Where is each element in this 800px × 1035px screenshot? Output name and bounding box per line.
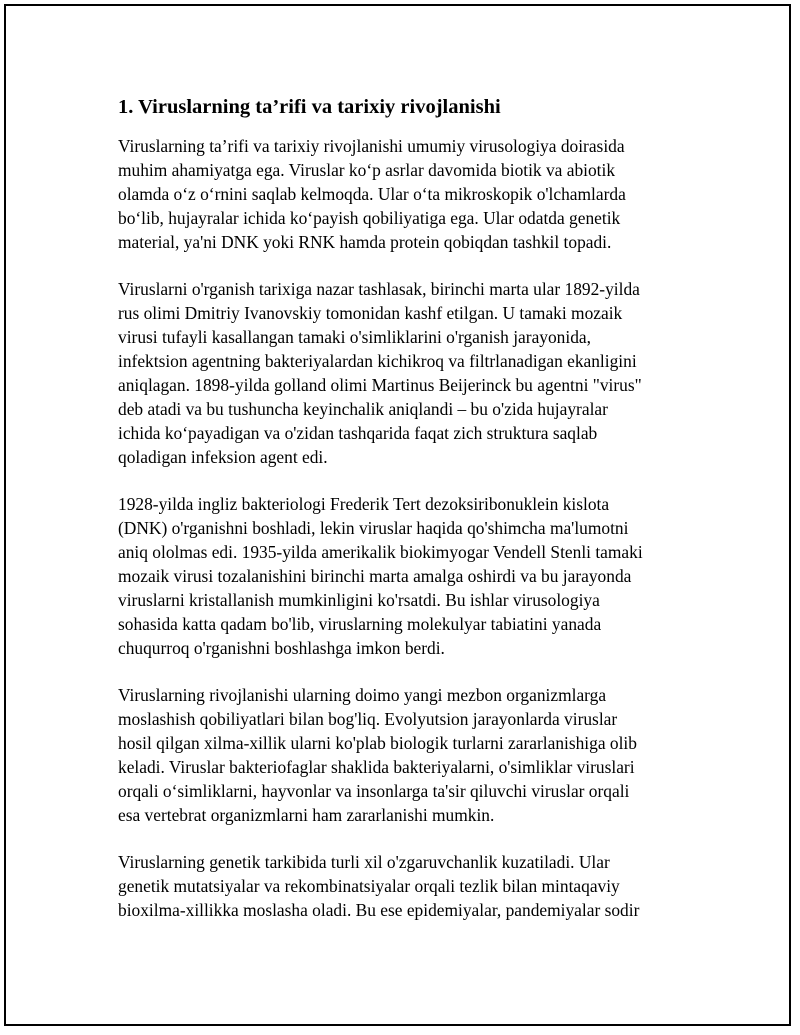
text-line: olamda o‘z o‘rnini saqlab kelmoqda. Ular o‘ta mikroskopik o'lchamlarda <box>118 184 626 204</box>
text-line: rus olimi Dmitriy Ivanovskiy tomonidan kashf etilgan. U tamaki mozaik <box>118 303 623 323</box>
text-line: Viruslarning genetik tarkibida turli xil o'zgaruvchanlik kuzatiladi. Ular <box>118 852 610 872</box>
text-line: virusi tufayli kasallangan tamaki o'simliklarini o'rganish jarayonida, <box>118 327 591 347</box>
text-line: bioxilma-xillikka moslasha oladi. Bu ese epidemiyalar, pandemiyalar sodir <box>118 900 640 920</box>
text-line: aniq ololmas edi. 1935-yilda amerikalik biokimyogar Vendell Stenli tamaki <box>118 542 643 562</box>
text-line: viruslarni kristallanish mumkinligini ko'rsatdi. Bu ishlar virusologiya <box>118 590 600 610</box>
text-line: mozaik virusi tozalanishini birinchi marta amalga oshirdi va bu jarayonda <box>118 566 632 586</box>
text-line: qoladigan infeksion agent edi. <box>118 447 328 467</box>
paragraph-3 <box>118 492 678 660</box>
text-line: aniqlagan. 1898-yilda golland olimi Martinus Beijerinck bu agentni "virus" <box>118 375 642 395</box>
text-line: infektsion agentning bakteriyalardan kichikroq va filtrlanadigan ekanligini <box>118 351 637 371</box>
text-line: Viruslarning ta’rifi va tarixiy rivojlanishi umumiy virusologiya doirasida <box>118 136 625 156</box>
text-line: deb atadi va bu tushuncha keyinchalik aniqlandi – bu o'zida hujayralar <box>118 399 608 419</box>
paragraph-1 <box>118 134 678 254</box>
text-line: genetik mutatsiyalar va rekombinatsiyalar orqali tezlik bilan mintaqaviy <box>118 876 620 896</box>
text-line: muhim ahamiyatga ega. Viruslar ko‘p asrlar davomida biotik va abiotik <box>118 160 616 180</box>
text-line: sohasida katta qadam bo'lib, viruslarning molekulyar tabiatini yanada <box>118 614 602 634</box>
text-line: orqali o‘simliklarni, hayvonlar va insonlarga ta'sir qiluvchi viruslar orqali <box>118 781 630 801</box>
section-heading: 1. Viruslarning ta’rifi va tarixiy rivojlanishi <box>118 96 501 118</box>
text-line: keladi. Viruslar bakteriofaglar shaklida bakteriyalarni, o'simliklar viruslari <box>118 757 635 777</box>
text-line: hosil qilgan xilma-xillik ularni ko'plab biologik turlarni zararlanishiga olib <box>118 733 637 753</box>
text-line: Viruslarning rivojlanishi ularning doimo yangi mezbon organizmlarga <box>118 685 607 705</box>
text-line: material, ya'ni DNK yoki RNK hamda protein qobiqdan tashkil topadi. <box>118 232 612 252</box>
text-line: 1928-yilda ingliz bakteriologi Frederik Tert dezoksiribonuklein kislota <box>118 494 610 514</box>
text-line: chuqurroq o'rganishni boshlashga imkon berdi. <box>118 638 445 658</box>
text-line: (DNK) o'rganishni boshladi, lekin viruslar haqida qo'shimcha ma'lumotni <box>118 518 629 538</box>
document-body <box>118 92 678 945</box>
text-line: moslashish qobiliyatlari bilan bog'liq. Evolyutsion jarayonlarda viruslar <box>118 709 618 729</box>
paragraph-5 <box>118 850 678 922</box>
text-line: esa vertebrat organizmlarni ham zararlanishi mumkin. <box>118 805 495 825</box>
text-line: Viruslarni o'rganish tarixiga nazar tashlasak, birinchi marta ular 1892-yilda <box>118 279 640 299</box>
paragraph-4 <box>118 683 678 827</box>
paragraph-2 <box>118 277 678 469</box>
text-line: ichida ko‘payadigan va o'zidan tashqarida faqat zich struktura saqlab <box>118 423 598 443</box>
text-line: bo‘lib, hujayralar ichida ko‘payish qobiliyatiga ega. Ular odatda genetik <box>118 208 621 228</box>
